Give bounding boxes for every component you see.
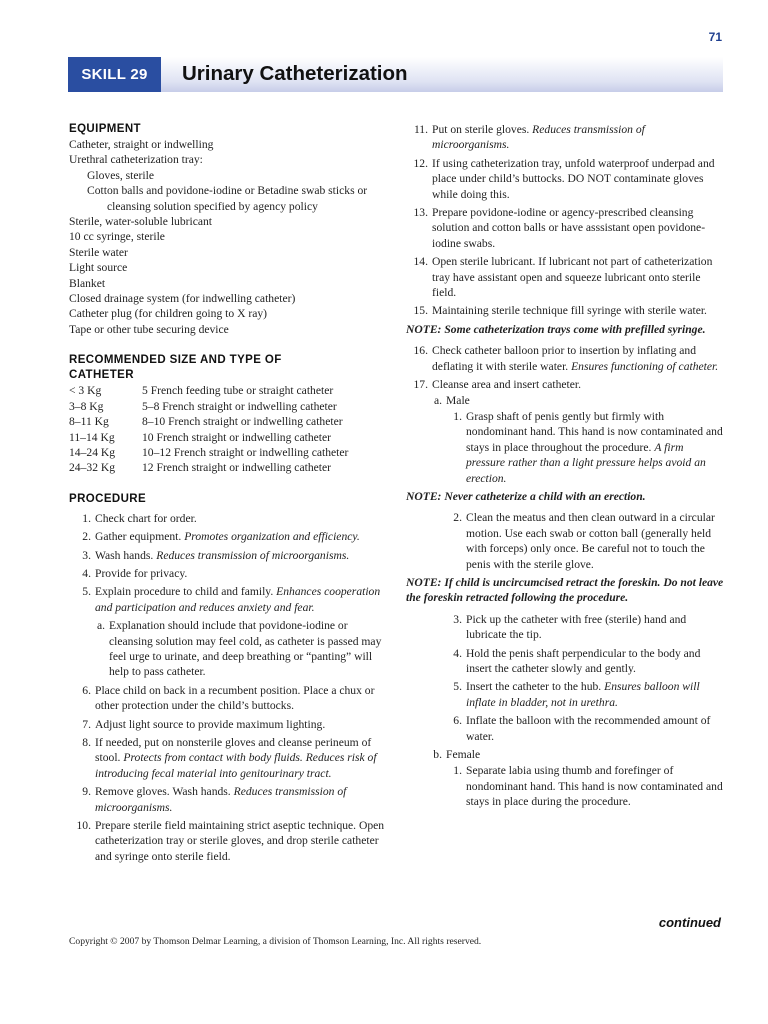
rationale: Ensures functioning of catheter. <box>571 359 719 373</box>
equipment-item: Cotton balls and povidone-iodine or Betadine swab sticks or cleansing solution specified by agency policy <box>87 184 368 213</box>
size-row <box>69 430 387 445</box>
procedure-step: 13. Prepare povidone-iodine or agency-prescribed cleansing solution and cotton balls or have asssistant open povidone-iodine swabs. <box>413 206 706 250</box>
note: NOTE: If child is uncircumcised retract the foreskin. Do not leave the foreskin retracted following the procedure. <box>406 575 724 605</box>
procedure-step: 8. If needed, put on nonsterile gloves and cleanse perineum of stool. Protects from contact with body fluids. Reduces risk of introducing fecal material into genitourinary tract. <box>82 736 377 780</box>
note: NOTE: Some catheterization trays come with prefilled syringe. <box>406 322 706 336</box>
equipment-item: Blanket <box>69 276 106 290</box>
size-type: 10–12 French straight or indwelling catheter <box>142 445 349 459</box>
procedure-step: 3. Wash hands. Reduces transmission of microorganisms. <box>82 548 350 562</box>
size-type: 8–10 French straight or indwelling catheter <box>142 415 343 429</box>
continued-label: continued <box>658 915 721 930</box>
size-type: 5–8 French straight or indwelling catheter <box>142 399 337 413</box>
procedure-substep: 6. Inflate the balloon with the recommended amount of water. <box>453 714 711 743</box>
equipment-item: 10 cc syringe, sterile <box>69 230 165 244</box>
procedure-substep: 1. Grasp shaft of penis gently but firmly with nondominant hand. This hand is now contaminated and stays in place throughout the procedure. A firm pressure rather than a light pressure helps avoid an erection. <box>453 409 723 485</box>
size-weight: 14–24 Kg <box>69 445 116 459</box>
size-type: 10 French straight or indwelling catheter <box>142 430 331 444</box>
subsection-female: b. Female <box>433 748 481 762</box>
size-row <box>69 460 387 475</box>
procedure-step: 14. Open sterile lubricant. If lubricant not part of catheterization tray have assistant open and squeeze lubricant onto sterile field. <box>413 255 713 300</box>
size-row <box>69 399 387 414</box>
size-type: 5 French feeding tube or straight catheter <box>142 384 334 398</box>
size-weight: 11–14 Kg <box>69 430 115 444</box>
rationale: Ensures balloon will inflate in bladder, not in urethra. <box>466 680 700 709</box>
procedure-step: 11. Put on sterile gloves. Reduces transmission of microorganisms. <box>413 123 645 152</box>
procedure-substep: a. Explanation should include that povidone-iodine or cleansing solution may feel cold, as catheter is passed may feel urge to urinate, and deep breathing or “panting” will help to pass catheter. <box>96 619 382 679</box>
equipment-heading: EQUIPMENT <box>69 123 141 135</box>
copyright: Copyright © 2007 by Thomson Delmar Learning, a division of Thomson Learning, Inc. All rights reserved. <box>69 936 482 947</box>
rationale: Reduces transmission of microorganisms. <box>432 123 645 152</box>
size-row <box>69 445 387 460</box>
left-column <box>69 122 387 867</box>
procedure-step: 9. Remove gloves. Wash hands. Reduces transmission of microorganisms. <box>82 785 347 814</box>
rationale: Reduces transmission of microorganisms. <box>156 548 350 562</box>
procedure-heading: PROCEDURE <box>69 492 147 505</box>
procedure-substep: 1. Separate labia using thumb and forefinger of nondominant hand. This hand is now contaminated and stays in place during the procedure. <box>453 764 723 809</box>
rationale: Reduces transmission of microorganisms. <box>95 785 347 814</box>
procedure-step: 1. Check chart for order. <box>82 511 197 525</box>
procedure-substep: 3. Pick up the catheter with free (sterile) hand and lubricate the tip. <box>453 612 687 642</box>
page-title: Urinary Catheterization <box>182 62 408 85</box>
rationale: Promotes organization and efficiency. <box>184 530 360 544</box>
size-weight: 3–8 Kg <box>69 399 104 413</box>
procedure-step: 5. Explain procedure to child and family. Enhances cooperation and participation and reduces anxiety and fear. <box>82 585 381 614</box>
procedure-step: 6. Place child on back in a recumbent position. Place a chux or other protection under the child’s buttocks. <box>82 683 375 713</box>
procedure-substep: 5. Insert the catheter to the hub. Ensures balloon will inflate in bladder, not in urethra. <box>453 680 700 709</box>
procedure-step: 16. Check catheter balloon prior to insertion by inflating and deflating it with sterile water. Ensures functioning of catheter. <box>413 344 719 373</box>
procedure-step: 17. Cleanse area and insert catheter. <box>413 378 582 392</box>
equipment-item: Closed drainage system (for indwelling catheter) <box>69 292 296 306</box>
procedure-step: 2. Gather equipment. Promotes organization and efficiency. <box>82 530 360 544</box>
equipment-item: Catheter plug (for children going to X ray) <box>69 307 267 321</box>
right-column <box>406 122 724 813</box>
procedure-step: 15. Maintaining sterile technique fill syringe with sterile water. <box>413 304 707 318</box>
procedure-substep: 4. Hold the penis shaft perpendicular to the body and insert the catheter slowly and gently. <box>453 646 701 675</box>
size-weight: 8–11 Kg <box>69 415 109 429</box>
equipment-item: Urethral catheterization tray: <box>69 153 203 167</box>
subsection-male: a. Male <box>433 393 470 407</box>
size-weight: 24–32 Kg <box>69 461 116 475</box>
equipment-item: Sterile, water-soluble lubricant <box>69 215 213 229</box>
rationale: Enhances cooperation and participation and reduces anxiety and fear. <box>95 585 381 614</box>
size-row <box>69 383 387 398</box>
size-weight: < 3 Kg <box>69 384 102 398</box>
procedure-substep: 2. Clean the meatus and then clean outward in a circular motion. Use each swab or cotton ball (generally held with forceps) only once. Be careful not to touch the penis with the sterile glove. <box>453 511 715 571</box>
equipment-item: Gloves, sterile <box>87 168 154 182</box>
procedure-step: 7. Adjust light source to provide maximum lighting. <box>82 717 326 731</box>
note: NOTE: Never catheterize a child with an erection. <box>406 489 646 503</box>
procedure-step: 4. Provide for privacy. <box>82 566 188 580</box>
size-type: 12 French straight or indwelling catheter <box>142 461 331 475</box>
equipment-item: Tape or other tube securing device <box>69 322 229 336</box>
procedure-step: 10. Prepare sterile field maintaining strict aseptic technique. Open catheterization tray or sterile gloves, and drop sterile catheter and syringe onto sterile field. <box>76 819 385 863</box>
skill-label: SKILL 29 <box>68 57 161 92</box>
procedure-step: 12. If using catheterization tray, unfold waterproof underpad and place under child’s buttocks. DO NOT contaminate gloves while doing this. <box>413 156 715 201</box>
equipment-item: Light source <box>69 261 128 275</box>
rationale: Protects from contact with body fluids. Reduces risk of introducing fecal material into genitourinary tract. <box>95 751 377 780</box>
page-number: 71 <box>708 30 722 44</box>
equipment-item: Sterile water <box>69 245 128 259</box>
size-heading: CATHETER <box>69 369 134 382</box>
equipment-item: Catheter, straight or indwelling <box>69 138 214 151</box>
rationale: A firm pressure rather than a light pressure helps avoid an erection. <box>466 440 706 485</box>
size-row <box>69 414 387 429</box>
size-heading: RECOMMENDED SIZE AND TYPE OF <box>69 354 282 367</box>
